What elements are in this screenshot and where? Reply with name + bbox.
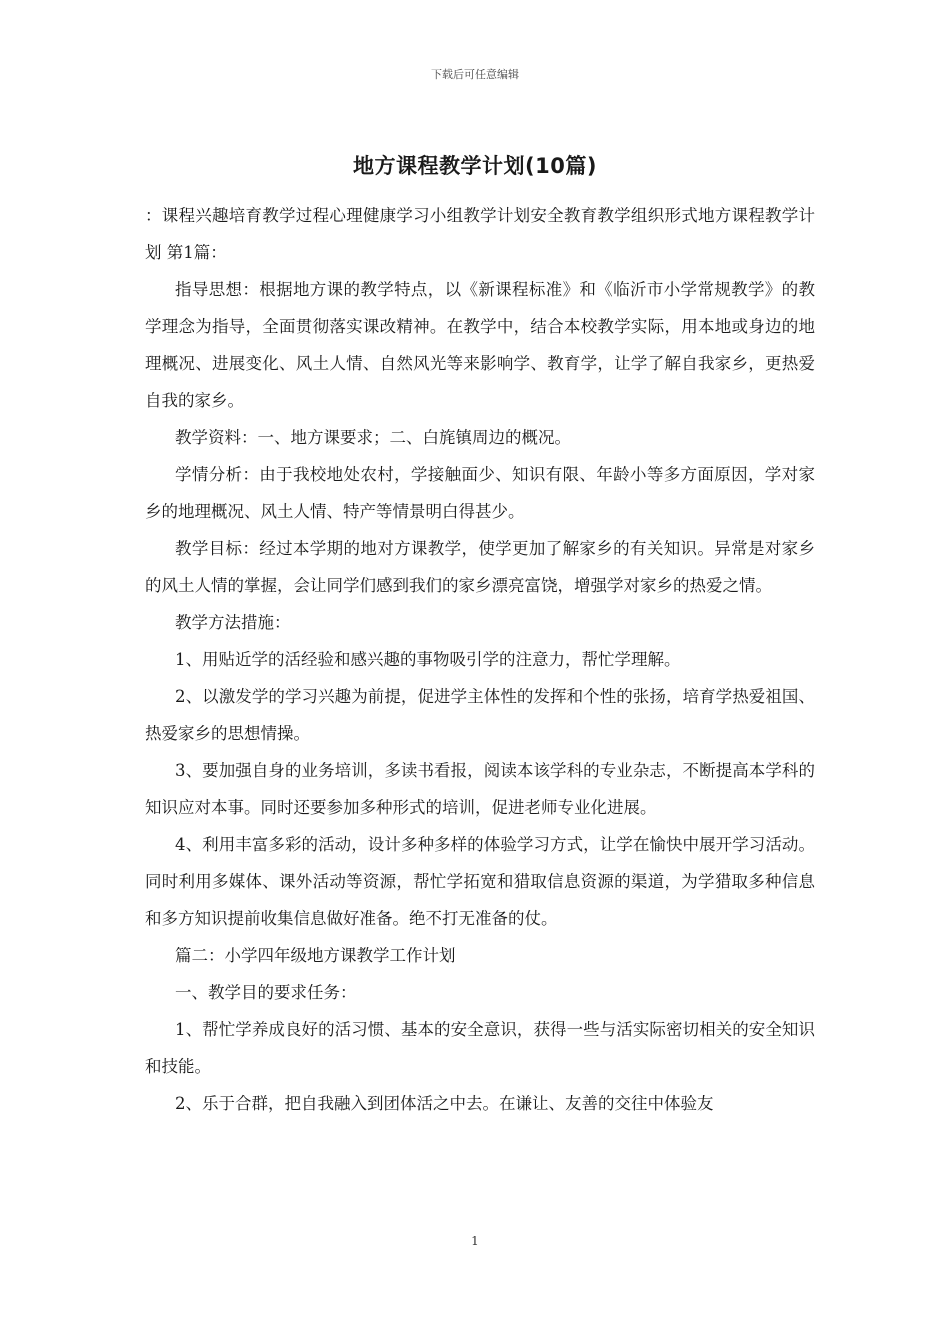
paragraph-11: 一、教学目的要求任务： (175, 983, 357, 1002)
paragraph-9: 4、利用丰富多彩的活动，设计多种多样的体验学习方式，让学在愉快中展开学习活动。同时利用多媒体、课外活动等资源，帮忙学拓宽和猎取信息资源的渠道，为学猎取多种信息和多方知识提前收集信息做好准备。绝不打无准备的仗。 (145, 835, 815, 928)
paragraph-5: 教学方法措施： (175, 613, 291, 632)
paragraph-4: 教学目标：经过本学期的地对方课教学，使学更加了解家乡的有关知识。异常是对家乡的风土人情的掌握，会让同学们感到我们的家乡漂亮富饶，增强学对家乡的热爱之情。 (145, 539, 815, 595)
paragraph-13: 2、乐于合群，把自我融入到团体活之中去。在谦让、友善的交往中体验友 (175, 1094, 714, 1113)
paragraph-8: 3、要加强自身的业务培训，多读书看报，阅读本该学科的专业杂志，不断提高本学科的知识应对本事。同时还要参加多种形式的培训，促进老师专业化进展。 (145, 761, 815, 817)
document-body (145, 197, 815, 1122)
page-header: 下载后可任意编辑 (431, 68, 519, 81)
paragraph-2: 教学资料：一、地方课要求；二、白旄镇周边的概况。 (175, 428, 571, 447)
paragraph-10: 篇二：小学四年级地方课教学工作计划 (175, 946, 456, 965)
document-title: 地方课程教学计划(10篇) (353, 154, 597, 178)
paragraph-6: 1、用贴近学的活经验和感兴趣的事物吸引学的注意力，帮忙学理解。 (175, 650, 681, 669)
paragraph-3: 学情分析：由于我校地处农村，学接触面少、知识有限、年龄小等多方面原因，学对家乡的地理概况、风土人情、特产等情景明白得甚少。 (145, 465, 815, 521)
paragraph-7: 2、以激发学的学习兴趣为前提，促进学主体性的发挥和个性的张扬，培育学热爱祖国、热爱家乡的思想情操。 (145, 687, 815, 743)
paragraph-12: 1、帮忙学养成良好的活习惯、基本的安全意识，获得一些与活实际密切相关的安全知识和技能。 (145, 1020, 815, 1076)
page-number: 1 (471, 1234, 479, 1248)
paragraph-1: 指导思想：根据地方课的教学特点，以《新课程标准》和《临沂市小学常规教学》的教学理念为指导，全面贯彻落实课改精神。在教学中，结合本校教学实际，用本地或身边的地理概况、进展变化、风土人情、自然风光等来影响学、教育学，让学了解自我家乡，更热爱自我的家乡。 (145, 280, 815, 410)
paragraph-0: ：课程兴趣培育教学过程心理健康学习小组教学计划安全教育教学组织形式地方课程教学计划 第1篇： (145, 206, 815, 262)
